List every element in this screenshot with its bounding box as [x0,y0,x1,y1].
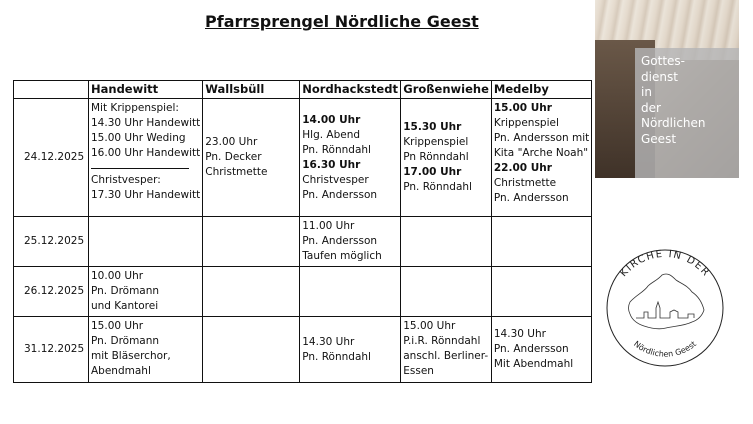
cell-line: Abendmahl [91,365,151,377]
date-cell: 31.12.2025 [14,317,89,383]
cell-line: Mit Krippenspiel: [91,102,179,114]
cell-line: 16.30 Uhr [302,158,361,171]
cell-line: Pn. Rönndahl [403,181,472,193]
table-row [14,99,592,217]
cell-medelby [491,267,591,317]
photo-caption-line: in [641,85,652,99]
cell-line: und Kantorei [91,300,159,312]
cell-line: Christvesper [302,173,369,186]
cell-line: Pn. Rönndahl [302,143,371,156]
cell-line: 23.00 Uhr [205,136,258,148]
cell-handewitt [89,317,203,383]
schedule-table [13,80,592,383]
cell-wallsbuell [203,267,300,317]
cell-line: Christmette [205,166,268,178]
cell-line: Christmette [493,177,557,189]
cell-wallsbuell [203,217,300,267]
table-row [14,267,592,317]
cell-grossenwiehe [401,317,492,383]
header-medelby: Medelby [491,81,591,99]
cell-line: Krippenspiel [493,117,559,129]
cell-line: 14.00 Uhr [302,113,361,126]
cell-grossenwiehe [401,99,492,217]
table-row [14,217,592,267]
cell-line: Pn. Rönndahl [302,350,371,363]
cell-line: Pn. Drömann [91,285,160,297]
cell-line: Pn. Decker [205,151,262,163]
cell-nordhackstedt [300,99,401,217]
cell-line: 15.00 Uhr [493,102,552,114]
logo-top-text: KIRCHE IN DER [618,248,712,280]
header-row [14,81,592,99]
cell-line: Hlg. Abend [302,128,361,141]
cell-line: 17.30 Uhr Handewitt [91,189,201,201]
photo-caption [641,54,706,147]
kirche-logo [600,240,730,370]
separator-line [91,168,189,169]
cell-line: Essen [403,365,434,377]
cell-line: Pn. Andersson [302,235,378,247]
header-date [14,81,89,99]
cell-wallsbuell [203,317,300,383]
date-cell: 25.12.2025 [14,217,89,267]
cell-line: Pn. Andersson [493,192,569,204]
cell-line: 10.00 Uhr [91,270,144,282]
cell-line: Pn. Andersson [302,188,378,201]
cell-handewitt [89,217,203,267]
cell-line: 16.00 Uhr Handewitt [91,147,201,159]
cell-medelby [491,99,591,217]
cell-line: 15.00 Uhr Weding [91,132,186,144]
cell-line: Krippenspiel [403,136,469,148]
photo-caption-line: dienst [641,69,678,84]
header-wallsbuell: Wallsbüll [203,81,300,99]
cell-line: 11.00 Uhr [302,220,355,232]
cell-handewitt [89,99,203,217]
photo-caption-line: Geest [641,131,677,146]
cell-line: Kita "Arche Noah" [493,147,589,159]
header-handewitt: Handewitt [89,81,203,99]
cell-nordhackstedt [300,317,401,383]
cell-line: 15.00 Uhr [91,320,144,332]
cell-medelby [491,317,591,383]
date-cell: 24.12.2025 [14,99,89,217]
cell-line: Pn. Drömann [91,335,160,347]
cell-line: 14.30 Uhr [302,335,355,348]
cell-line: Pn Rönndahl [403,151,469,163]
region-outline-icon [629,274,705,329]
photo-caption-line: der [641,100,661,115]
logo-bottom-text: Nördlichen Geest [632,339,698,359]
bible-photo [595,0,739,178]
cell-grossenwiehe [401,267,492,317]
cell-line: 22.00 Uhr [493,162,552,174]
cell-line: Taufen möglich [302,250,382,262]
cell-line: Mit Abendmahl [493,358,574,370]
cell-line: 15.30 Uhr [403,121,462,133]
church-silhouette-icon [636,302,694,318]
cell-line: 14.30 Uhr Handewitt [91,117,201,129]
cell-line: Pn. Andersson mit [493,132,590,144]
header-grossenwiehe: Großenwiehe [401,81,492,99]
cell-nordhackstedt [300,217,401,267]
photo-caption-line: Nördlichen [641,116,706,130]
cell-line: 14.30 Uhr [493,328,546,340]
cell-line: Pn. Andersson [493,343,569,355]
cell-wallsbuell [203,99,300,217]
header-nordhackstedt: Nordhackstedt [300,81,401,99]
cell-line: anschl. Berliner- [403,350,489,362]
date-cell: 26.12.2025 [14,267,89,317]
cell-line: Christvesper: [91,174,161,186]
cell-grossenwiehe [401,217,492,267]
photo-caption-line: Gottes- [641,54,686,68]
cell-line: 17.00 Uhr [403,166,462,178]
cell-nordhackstedt [300,267,401,317]
page-title: Pfarrsprengel Nördliche Geest [205,12,479,31]
cell-line: P.i.R. Rönndahl [403,335,481,347]
cell-handewitt [89,267,203,317]
cell-line: mit Bläserchor, [91,350,171,362]
cell-line: 15.00 Uhr [403,320,456,332]
cell-medelby [491,217,591,267]
table-row [14,317,592,383]
